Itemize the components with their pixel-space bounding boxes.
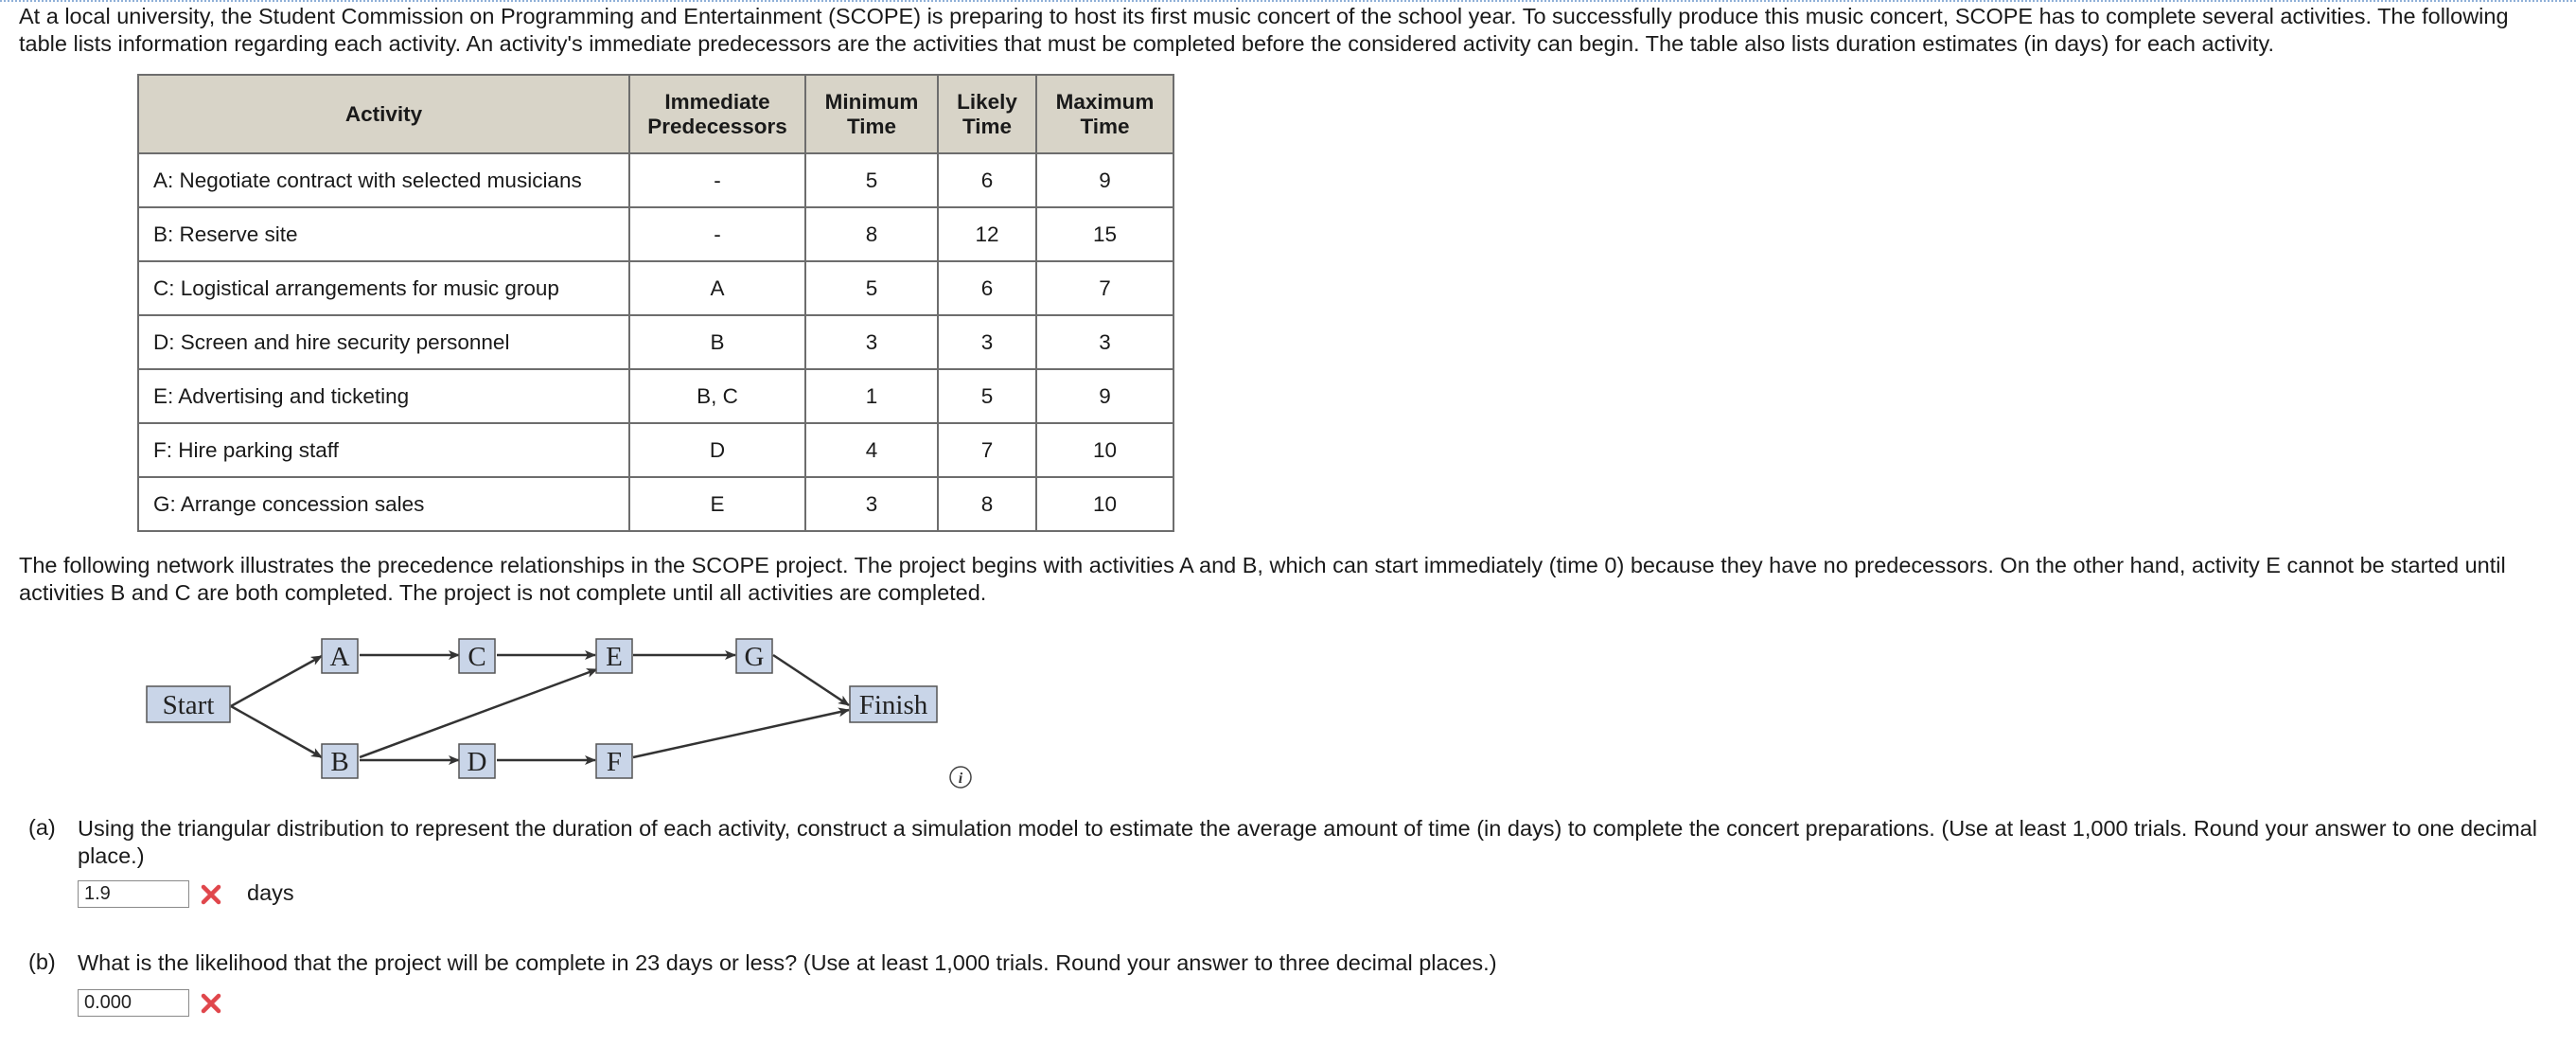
node-e-label: E [606, 642, 623, 672]
minimum-cell: 3 [805, 315, 938, 369]
question-b-label: (b) [28, 949, 56, 974]
table-row [138, 261, 1173, 315]
activity-cell: A: Negotiate contract with selected musicians [138, 153, 629, 207]
minimum-cell: 3 [805, 477, 938, 531]
node-b-label: B [330, 747, 349, 777]
activity-cell: B: Reserve site [138, 207, 629, 261]
finish-node-label: Finish [858, 690, 928, 720]
top-dotted-divider [0, 0, 2576, 2]
question-a-label: (a) [28, 815, 56, 840]
question-a-text: Using the triangular distribution to represent the duration of each activity, construct a simulation model to estimate the average amount of time (in days) to complete the concert preparations. (Use at least 1,000 trials. Round your answer to one decimal place.) [78, 816, 2537, 868]
maximum-cell: 10 [1036, 477, 1173, 531]
minimum-cell: 4 [805, 423, 938, 477]
activity-cell: G: Arrange concession sales [138, 477, 629, 531]
activity-table [137, 74, 1174, 532]
edge-start-b [231, 706, 322, 757]
answer-a-input[interactable] [78, 880, 189, 908]
table-row [138, 207, 1173, 261]
info-icon-glyph: i [958, 771, 963, 787]
table-row [138, 477, 1173, 531]
answer-b-input[interactable] [78, 989, 189, 1017]
maximum-cell: 9 [1036, 369, 1173, 423]
likely-cell: 12 [938, 207, 1036, 261]
likely-cell: 8 [938, 477, 1036, 531]
predecessor-cell: - [629, 153, 805, 207]
table-header-row [138, 75, 1173, 153]
predecessor-cell: B [629, 315, 805, 369]
header-activity: Activity [138, 75, 629, 153]
info-icon[interactable] [948, 765, 973, 789]
maximum-cell: 7 [1036, 261, 1173, 315]
table-row [138, 315, 1173, 369]
node-d-label: D [467, 747, 487, 777]
question-b-text: What is the likelihood that the project will be complete in 23 days or less? (Use at least 1,000 trials. Round your answer to three decimal places.) [78, 950, 1497, 975]
node-g-label: G [744, 642, 765, 672]
likely-cell: 6 [938, 261, 1036, 315]
minimum-cell: 5 [805, 153, 938, 207]
node-c-label: C [468, 642, 486, 672]
precedence-network-diagram [132, 630, 965, 790]
edge-start-a [231, 656, 322, 706]
header-minimum-time: Minimum Time [805, 75, 938, 153]
minimum-cell: 5 [805, 261, 938, 315]
likely-cell: 3 [938, 315, 1036, 369]
likely-cell: 5 [938, 369, 1036, 423]
edge-g-finish [773, 655, 849, 705]
node-a-label: A [329, 642, 350, 672]
start-node-label: Start [162, 690, 215, 720]
answer-a-unit: days [247, 880, 294, 905]
maximum-cell: 3 [1036, 315, 1173, 369]
table-row [138, 423, 1173, 477]
maximum-cell: 15 [1036, 207, 1173, 261]
header-predecessors: Immediate Predecessors [629, 75, 805, 153]
edge-f-finish [633, 710, 849, 757]
likely-cell: 7 [938, 423, 1036, 477]
intro-paragraph: At a local university, the Student Commission on Programming and Entertainment (SCOPE) is preparing to host its first music concert of the school year. To successfully produce this music concert, SCOPE has to complete several activities. The following table lists information regarding each activity. An activity's immediate predecessors are the activities that must be completed before the considered activity can begin. The table also lists duration estimates (in days) for each activity. [19, 4, 2509, 56]
table-row [138, 369, 1173, 423]
likely-cell: 6 [938, 153, 1036, 207]
node-f-label: F [606, 747, 623, 777]
activity-cell: F: Hire parking staff [138, 423, 629, 477]
maximum-cell: 9 [1036, 153, 1173, 207]
minimum-cell: 1 [805, 369, 938, 423]
predecessor-cell: A [629, 261, 805, 315]
predecessor-cell: E [629, 477, 805, 531]
incorrect-x-icon [201, 993, 221, 1014]
incorrect-x-icon [201, 884, 221, 905]
activity-cell: C: Logistical arrangements for music group [138, 261, 629, 315]
predecessor-cell: B, C [629, 369, 805, 423]
activity-cell: D: Screen and hire security personnel [138, 315, 629, 369]
maximum-cell: 10 [1036, 423, 1173, 477]
header-maximum-time: Maximum Time [1036, 75, 1173, 153]
header-likely-time: Likely Time [938, 75, 1036, 153]
minimum-cell: 8 [805, 207, 938, 261]
network-paragraph: The following network illustrates the precedence relationships in the SCOPE project. The project begins with activities A and B, which can start immediately (time 0) because they have no predecessors. On the other hand, activity E cannot be started until activities B and C are both completed. The project is not complete until all activities are completed. [19, 553, 2506, 605]
activity-cell: E: Advertising and ticketing [138, 369, 629, 423]
predecessor-cell: D [629, 423, 805, 477]
table-row [138, 153, 1173, 207]
predecessor-cell: - [629, 207, 805, 261]
